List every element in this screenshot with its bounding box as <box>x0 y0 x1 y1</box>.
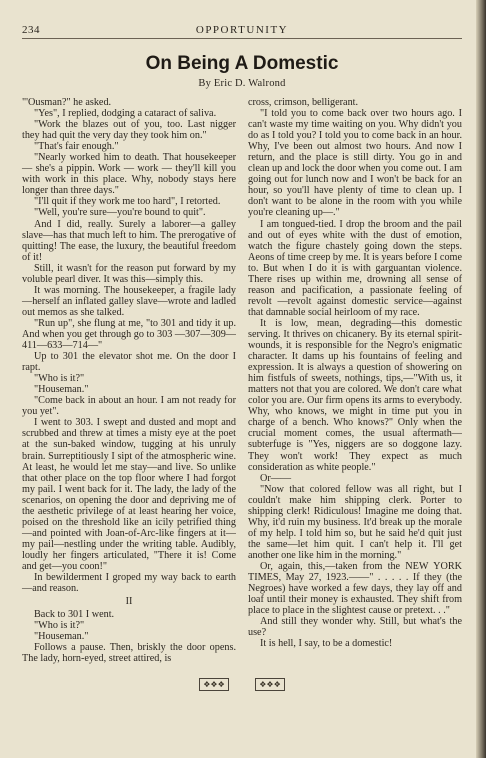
paragraph: "Houseman." <box>34 384 89 396</box>
running-header <box>22 20 462 39</box>
article-title: On Being A Domestic <box>145 53 339 74</box>
paragraph: "Houseman." <box>34 631 89 643</box>
magazine-page <box>22 20 462 740</box>
paragraph: "Well, you're sure—you're bound to quit". <box>34 207 206 219</box>
paragraph: "Work the blazes out of you, too. Last nigger they had quit the very day they took him on." <box>22 119 236 142</box>
article-body <box>22 97 462 664</box>
paragraph: "Come back in about an hour. I am not ready for you yet". <box>22 395 236 418</box>
paragraph: "That's fair enough." <box>34 141 119 153</box>
paragraph: It is hell, I say, to be a domestic! <box>260 638 393 650</box>
paragraph: Follows a pause. Then, briskly the door opens. The lady, horn-eyed, street attired, is <box>22 642 236 665</box>
paragraph: And still they wonder why. Still, but what's the use? <box>248 616 462 639</box>
paragraph: And I did, really. Surely a laborer—a galley slave—has that much left to him. The prerogative of quitting! The ease, the luxury, the beautiful freedom of it! <box>22 218 236 263</box>
paragraph: "I'll quit if they work me too hard", I retorted. <box>34 196 221 208</box>
paragraph: "Yes", I replied, dodging a cataract of saliva. <box>34 108 217 120</box>
ornament-icon: ❖❖❖ <box>199 678 229 691</box>
paragraph: In bewilderment I groped my way back to earth—and reason. <box>22 572 236 595</box>
paragraph: "Nearly worked him to death. That housekeeper — she's a pippin. Work — work — they'll kill you with work in this place. Why, nobody stays here longer than three days." <box>22 152 236 197</box>
paragraph: I went to 303. I swept and dusted and mopt and scrubbed and threw at times a misty eye at the poet at the sun-baked window, tugging at his unruly brain. Surreptitiously I sipt of the atmospheric wine. At least, he would let me stay—and live. So unlike that other place on the top floor where I had forgot my pail. I went back for it. The lady, the lady of the scenarios, on opening the door and depriving me of the aesthetic privilege of at least hearing her voice, poised on the threshold like an icily petrified thing—and pointed with Joan-of-Arc-like fingers at it—my pail—nestling under the writing table. Audibly, loudly her fingers articulated, "There it is! Come and get—you coon!" <box>22 417 236 572</box>
paragraph: Back to 301 I went. <box>34 609 115 621</box>
paragraph: It is low, mean, degrading—this domestic serving. It thrives on chicanery. By its eternal spirit-wounds, it is responsible for the Negro's enigmatic character. It dams up his fountains of feeling and expression. It is always a question of showering on him fistfuls of sweets, nothings, tips,—"With us, it matters not that you are colored. We don't care what color you are. Our firm opens its arms to everybody. Why, who knows, we might in time put you in charge of a bench. Who knows?" Only when the crucial moment comes, the usual aftermath—subterfuge is "Yes, niggers are so doggone lazy. They won't work! They expect as much consideration as white people." <box>248 317 462 473</box>
paragraph: It was morning. The housekeeper, a fragile lady—herself an inflated galley slave—wrote and ladled out memos as she talked. <box>22 284 236 318</box>
paragraph: "Now that colored fellow was all right, but I couldn't make him shipping clerk. Porter to shipping clerk! Ridiculous! Imagine me doing that. Why, it'd ruin my business. It'd break up the morale of my help. I told him so, but he said he'd quit just the same—let him quit. I can't help it. I'll get another one like him in the morning." <box>248 483 462 561</box>
right-column <box>248 97 462 664</box>
paragraph: Still, it wasn't for the reason put forward by my voluble pearl diver. It was this—simply this. <box>22 262 236 285</box>
section-number: II <box>125 596 133 608</box>
paragraph: Or, again, this,—taken from the NEW YORK TIMES, May 27, 1923.——" . . . . . If they (the Negroes) have worked a few days, they lay off and loaf until their money is exhausted. They shift from place to place in the slightest cause or pretext. . ." <box>248 560 462 617</box>
paragraph: "Who is it?" <box>34 373 85 385</box>
journal-title: OPPORTUNITY <box>195 24 289 36</box>
page-binding-edge <box>476 0 486 758</box>
left-column <box>22 97 236 664</box>
page-number: 234 <box>22 24 40 36</box>
paragraph: Up to 301 the elevator shot me. On the door I rapt. <box>22 351 236 374</box>
paragraph: "I told you to come back over two hours ago. I can't waste my time waiting on you. Why didn't you do as I told you? I told you to come back in an hour. Why, I've been out almost two hours. And now I return, and the place is still dirty. You go in and clean up and lock the door when you come out. I am going out for lunch now and I won't be back for an hour, so you'll have plenty of time to clean up. I don't want to be alone in the room with you while you're cleaning up—." <box>248 108 462 219</box>
paragraph: "'Ousman?" he asked. <box>22 97 112 108</box>
article-byline: By Eric D. Walrond <box>198 78 286 89</box>
paragraph: cross, crimson, belligerant. <box>248 97 359 108</box>
paragraph: Or—— <box>260 472 292 484</box>
paragraph: I am tongued-tied. I drop the broom and the pail and out of eyes white with the dust of emotion, watch the figure chastely going down the steps. Aeons of time creep by me. It is years before I come to. But when I do it is with garguantan violence. There rises up within me, drowning all sense of reason and pacification, a passionate feeling of revolt —revolt against domestic service—against that damnable social heirloom of my race. <box>248 218 462 318</box>
paragraph: "Run up", she flung at me, "to 301 and tidy it up. And when you get through go to 303 —307—309—411—633—714—" <box>22 317 236 352</box>
paragraph: "Who is it?" <box>34 620 85 632</box>
ornament-icon: ❖❖❖ <box>255 678 285 691</box>
end-ornaments <box>22 678 462 691</box>
